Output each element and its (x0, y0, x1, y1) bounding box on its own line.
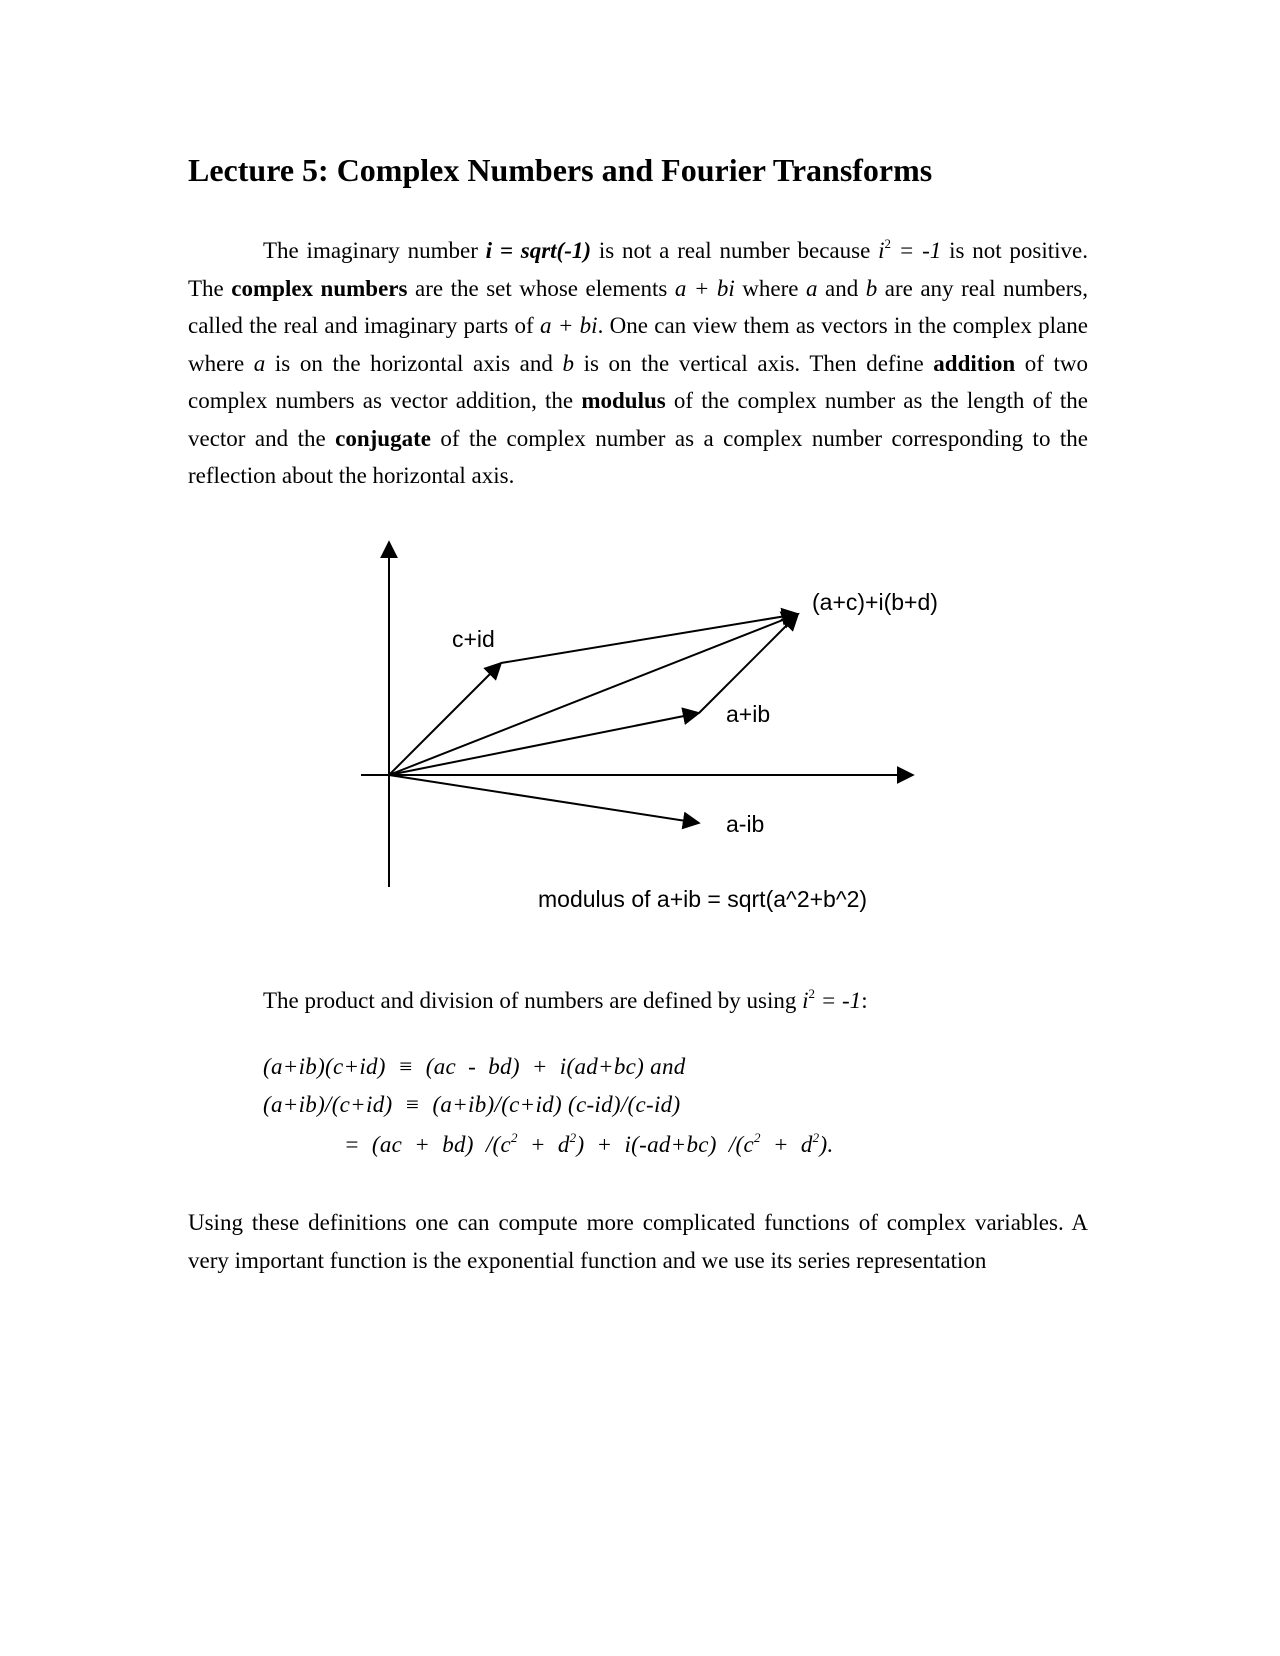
eq3-part: + d (760, 1132, 813, 1157)
term-addition: addition (933, 350, 1016, 376)
term-modulus: modulus (581, 388, 666, 413)
label-a-minus-ib: a-ib (726, 811, 765, 837)
label-c-plus-id: c+id (452, 626, 495, 652)
term-conjugate: conjugate (335, 425, 431, 451)
p1-i-symbol: i (878, 238, 885, 263)
p1-text: . One can view them as vectors in the complex plane where (188, 313, 1088, 376)
intro2-exponent: 2 (808, 986, 815, 1001)
eq3-exponent: 2 (754, 1130, 761, 1145)
equation-product: (a+ib)(c+id) ≡ (ac - bd) + i(ad+bc) and (263, 1054, 686, 1079)
closing-paragraph: Using these definitions one can compute more complicated functions of complex variables. A very important function is the exponential function and we use its series representation (188, 1210, 1088, 1273)
p1-text: of the complex number as a complex number corresponding to the reflection about the horizontal axis. (188, 425, 1088, 488)
p1-text: are the set whose elements (407, 275, 675, 301)
eq3-part: ) + i(-ad+bc) /(c (576, 1132, 755, 1157)
equation-division-result (344, 1130, 834, 1160)
parallelogram-edge-top (501, 614, 798, 663)
page-title: Lecture 5: Complex Numbers and Fourier Transforms (188, 152, 933, 188)
eq3-exponent: 2 (511, 1130, 518, 1145)
term-complex-numbers: complex numbers (231, 275, 408, 301)
eq3-part: = (ac + bd) /(c (344, 1132, 512, 1157)
p1-text: is on the horizontal axis and (265, 350, 563, 376)
vector-a-plus-ib (389, 713, 699, 775)
label-a-plus-ib: a+ib (726, 701, 771, 727)
p1-text: The imaginary number (263, 238, 486, 263)
p1-i-definition: i = sqrt(-1) (485, 238, 592, 263)
p1-math: b (562, 350, 574, 376)
p1-exponent: 2 (884, 236, 891, 251)
p1-neg-one: = -1 (891, 238, 942, 263)
p1-math: b (865, 275, 878, 301)
eq3-part: ). (819, 1132, 834, 1157)
p1-text: is not a real number because (591, 238, 879, 263)
intro2-i-symbol: i (802, 988, 809, 1013)
p1-math: a (805, 275, 818, 301)
figure-caption: modulus of a+ib = sqrt(a^2+b^2) (538, 886, 868, 912)
p1-text: where (734, 275, 806, 301)
vector-sum (389, 614, 798, 775)
p1-text: is on the vertical axis. Then define (573, 350, 934, 376)
p1-math: a + bi (674, 275, 735, 301)
equation-division: (a+ib)/(c+id) ≡ (a+ib)/(c+id) (c-id)/(c-id) (263, 1092, 681, 1117)
p1-text: are any real numbers, called the real and imaginary parts of (188, 275, 1089, 338)
label-sum: (a+c)+i(b+d) (812, 589, 938, 615)
intro2-colon: : (861, 988, 868, 1013)
p1-text: of the complex number as the length of the vector and the (188, 388, 1089, 451)
p1-text: and (817, 275, 866, 301)
vector-c-plus-id (389, 663, 501, 775)
intro2-equation: = -1 (815, 988, 862, 1013)
intro2-text: The product and division of numbers are defined by using (263, 988, 803, 1013)
eq3-exponent: 2 (812, 1130, 820, 1145)
product-intro (263, 982, 868, 1019)
vector-a-minus-ib (389, 775, 699, 823)
p1-math: a (253, 350, 266, 376)
p1-math: a + bi (540, 313, 598, 338)
eq3-part: + d (517, 1132, 570, 1157)
p1-text: of two complex numbers as vector addition, the (188, 350, 1088, 413)
p1-text: is not positive. The (188, 238, 1089, 301)
eq3-exponent: 2 (569, 1130, 577, 1145)
